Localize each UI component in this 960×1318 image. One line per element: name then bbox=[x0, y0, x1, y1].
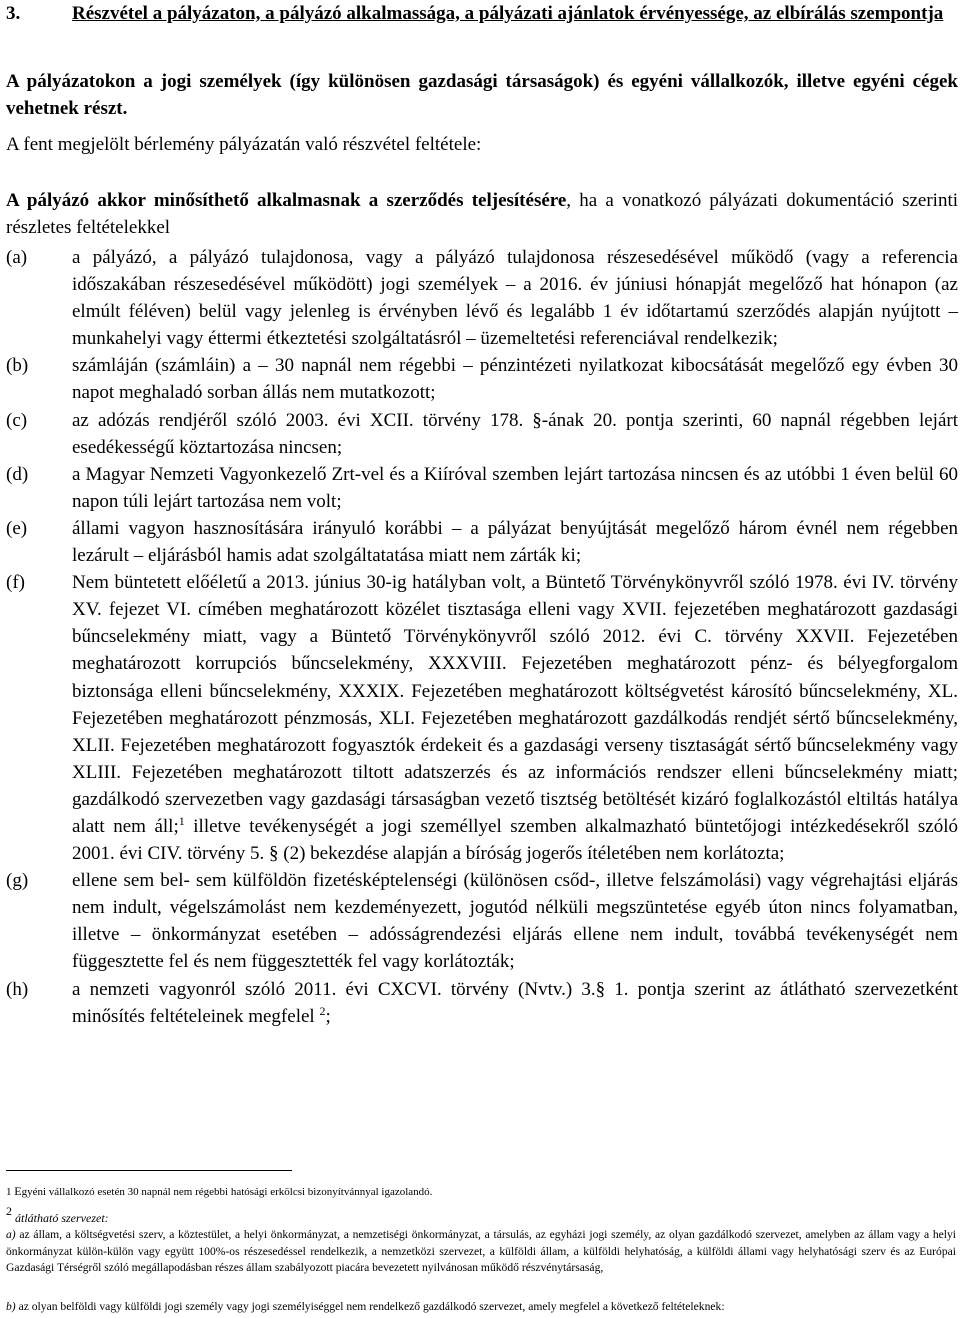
footnote-1-initial: E bbox=[14, 1184, 22, 1198]
condition-text: Nem büntetett előéletű a 2013. június 30-ig hatályban volt, a Büntető Törvénykönyvről szóló 1978. évi IV. törvény XV. fejezet VI. címében meghatározott közélet tisztasága elleni vagy XVII. fejezetében meghatározott gazdasági bűncselekmény miatt, vagy a Büntető Törvénykönyvről szóló 2012. évi C. törvény XXVII. Fejezetében meghatározott korrupciós bűncselekmény, XXXVIII. Fejezetében meghatározott pénz- és bélyegforgalom biztonsága elleni bűncselekmény, XXXIX. Fejezetében meghatározott költségvetést károsító bűncselekmény, XL. Fejezetében meghatározott pénzmosás, XLI. Fejezetében meghatározott gazdálkodás rendjét sértő bűncselekmény, XLII. Fejezetében meghatározott fogyasztók érdekeit és a gazdasági verseny tisztaságát sértő bűncselekmény vagy XLIII. Fejezetében meghatározott tiltott adatszerzés és az információs rendszer elleni bűncselekmény miatt; gazdálkodó szervezetben vagy gazdasági társaságban vezető tisztség betöltését kizáró foglalkozástól eltiltás hatálya alatt nem áll; bbox=[72, 572, 958, 837]
condition-text: állami vagyon hasznosítására irányuló korábbi – a pályázat benyújtását megelőző három évnél nem régebben lezárult – eljárásból hamis adat szolgáltatatása miatt nem zárták ki; bbox=[72, 517, 958, 567]
condition-item-g bbox=[6, 867, 958, 975]
condition-text: számláján (számláin) a – 30 napnál nem régebbi – pénzintézeti nyilatkozat kibocsátását megelőző egy évben 30 napot meghaladó sorban állás nem mutatkozott; bbox=[72, 355, 958, 404]
section-title: Részvétel a pályázaton, a pályázó alkalmassága, a pályázati ajánlatok érvényessége, az elbírálás szempontja bbox=[72, 3, 944, 24]
condition-item-d bbox=[6, 461, 958, 515]
intro-participation-condition: A fent megjelölt bérlemény pályázatán való részvétel feltétele: bbox=[6, 134, 482, 155]
condition-text: az adózás rendjéről szóló 2003. évi XCII. törvény 178. §-ának 20. pontja szerinti, 60 napnál régebben lejárt esedékességű köztartozása nincsen; bbox=[72, 409, 958, 458]
condition-label: (f) bbox=[6, 572, 25, 594]
footnote-2-item-a bbox=[6, 1227, 956, 1277]
condition-label: (d) bbox=[6, 463, 29, 485]
footnote-2-item-b-text: az olyan belföldi vagy külföldi jogi személy vagy jogi személyiséggel nem rendelkező gazdálkodó szervezet, amely megfelel a következő feltételeknek: bbox=[15, 1300, 725, 1313]
footnote-ref-2[interactable]: 2 bbox=[319, 1003, 326, 1018]
condition-item-b bbox=[6, 352, 958, 406]
footnote-separator bbox=[6, 1170, 292, 1171]
footnote-2-item-a-label: a) bbox=[6, 1228, 16, 1241]
condition-item-c bbox=[6, 407, 958, 461]
section-number: 3. bbox=[6, 3, 21, 24]
condition-item-a bbox=[6, 244, 958, 352]
suitability-rest-text: , ha a vonatkozó pályázati dokumentáció szerinti részletes feltételekkel bbox=[6, 190, 958, 238]
conditions-list bbox=[6, 244, 958, 1030]
condition-text-continued: ; bbox=[325, 1005, 331, 1027]
suitability-bold-text: A pályázó akkor minősíthető alkalmasnak a szerződés teljesítésére bbox=[6, 190, 567, 211]
condition-item-f bbox=[6, 569, 958, 867]
condition-text: a pályázó, a pályázó tulajdonosa, vagy a pályázó tulajdonosa részesedésével működő (vagy a referencia időszakában részesedésével működött) jogi személyek – a 2016. év júniusi hónapját megelőző hat hónapon (az elmúlt féléven) belül vagy jelenleg is érvényben lévő és legalább 1 év időtartamú szerződés alapján nyújtott – munkahelyi vagy éttermi étkeztetési szolgáltatásról – üzemeltetési referenciával rendelkezik; bbox=[72, 247, 958, 350]
footnote-1-number: 1 bbox=[6, 1186, 12, 1198]
condition-text: ellene sem bel- sem külföldön fizetésképtelenségi (különösen csőd-, illetve felszámolási) vagy végrehajtási eljárás nem indult, végelszámolást nem kezdeményezett, jogutód nélküli megszüntetése egyéb úton nincs folyamatban, illetve – önkormányzat esetében – adósságrendezési eljárás ellene nem indult, továbbá tevékenységét nem függesztette fel és nem függesztették fel vagy korlátozták; bbox=[72, 870, 958, 973]
condition-text: a nemzeti vagyonról szóló 2011. évi CXCVI. törvény (Nvtv.) 3.§ 1. pontja szerint az átlátható szervezetként minősítés feltételeinek megfelel bbox=[72, 978, 958, 1027]
condition-label: (g) bbox=[6, 870, 29, 892]
intro-eligible-participants: A pályázatokon a jogi személyek (így különösen gazdasági társaságok) és egyéni vállalkozók, illetve egyéni cégek vehetnek részt. bbox=[6, 71, 958, 119]
condition-text: a Magyar Nemzeti Vagyonkezelő Zrt-vel és a Kiíróval szemben lejárt tartozása nincsen és az utóbbi 1 éven belül 60 napon túli lejárt tartozása nem volt; bbox=[72, 463, 958, 512]
condition-label: (b) bbox=[6, 355, 29, 377]
footnote-2-item-b-label: b) bbox=[6, 1300, 16, 1313]
condition-label: (h) bbox=[6, 978, 29, 1000]
condition-label: (e) bbox=[6, 517, 28, 539]
condition-item-h bbox=[6, 976, 958, 1030]
condition-text-continued: illetve tevékenységét a jogi személlyel szemben alkalmazható büntetőjogi intézkedésekről szóló 2001. évi CIV. törvény 5. § (2) bekezdése alapján a bíróság jogerős ítéletében nem korlátozta; bbox=[72, 815, 958, 865]
intro-suitability-statement bbox=[6, 187, 958, 241]
condition-label: (c) bbox=[6, 409, 28, 431]
section-heading bbox=[6, 0, 958, 27]
footnote-2-item-a-text: az állam, a költségvetési szerv, a köztestület, a helyi önkormányzat, a nemzetiségi önkormányzat, a társulás, az egyházi jogi személy, az olyan gazdálkodó szervezet, amelyben az állam vagy a helyi önkormányzat külön-külön vagy együtt 100%-os részesedéssel rendelkezik, a nemzetközi szervezet, a külföldi állam, a külföldi helyhatóság, a külföldi állami vagy helyhatósági szerv és az Európai Gazdasági Térségről szóló megállapodásban részes állam szabályozott piacára bevezetett nyilvánosan működő részvénytársaság, bbox=[6, 1228, 956, 1275]
footnote-2-title bbox=[6, 1204, 956, 1226]
footnote-ref-1[interactable]: 1 bbox=[178, 813, 185, 828]
footnote-1 bbox=[6, 1184, 956, 1200]
footnote-1-text: gyéni vállalkozó esetén 30 napnál nem régebbi hatósági erkölcsi bizonyítvánnyal igazolandó. bbox=[21, 1186, 433, 1198]
condition-label: (a) bbox=[6, 247, 28, 268]
footnote-2-number: 2 bbox=[6, 1204, 12, 1218]
footnote-2-item-b bbox=[6, 1299, 956, 1315]
footnote-2-term: átlátható szervezet: bbox=[15, 1211, 109, 1225]
condition-item-e bbox=[6, 515, 958, 569]
